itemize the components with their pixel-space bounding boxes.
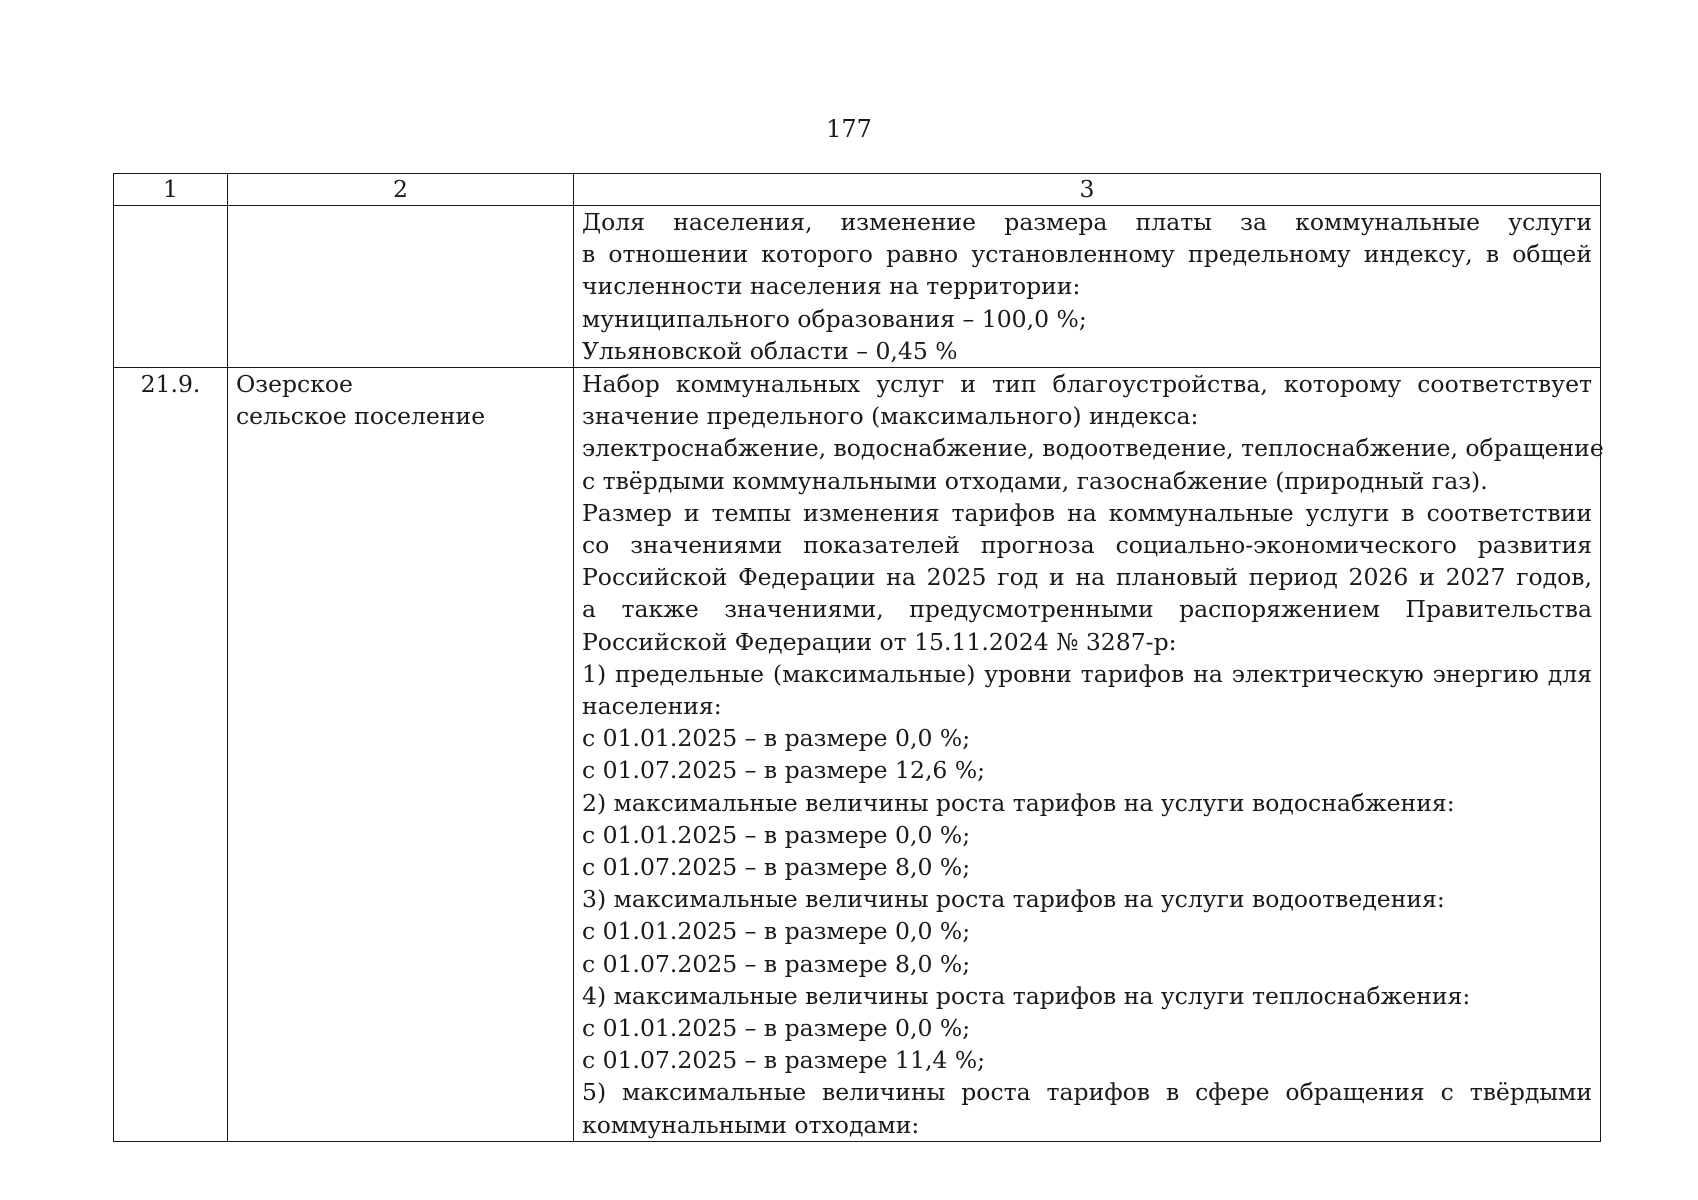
description-line: Российской Федерации от 15.11.2024 № 3287-р:	[582, 627, 1177, 656]
table-row	[114, 368, 1601, 1142]
description-line: со значениями показателей прогноза социально-экономического развития	[582, 531, 1592, 560]
description-line: Набор коммунальных услуг и тип благоустройства, которому соответствует	[582, 370, 1592, 399]
page-number: 177	[826, 115, 872, 143]
header-col-2: 2	[228, 174, 574, 206]
description-line: численности населения на территории:	[582, 272, 1081, 301]
description-line: электроснабжение, водоснабжение, водоотведение, теплоснабжение, обращение	[582, 434, 1604, 463]
description-line: с 01.07.2025 – в размере 8,0 %;	[582, 853, 971, 882]
row-number-cell	[114, 206, 228, 368]
description-line: 1) предельные (максимальные) уровни тарифов на электрическую энергию для	[582, 659, 1592, 688]
description-line: с 01.01.2025 – в размере 0,0 %;	[582, 724, 971, 753]
description-line: 3) максимальные величины роста тарифов на услуги водоотведения:	[582, 885, 1445, 914]
settlement-name-line: Озерское	[236, 370, 353, 399]
tariff-table	[113, 173, 1604, 1142]
description-line: коммунальными отходами:	[582, 1110, 920, 1139]
header-col-1: 1	[114, 174, 228, 206]
description-line: с 01.07.2025 – в размере 11,4 %;	[582, 1046, 986, 1075]
description-line: Доля населения, изменение размера платы за коммунальные услуги	[582, 208, 1592, 236]
description-line: с 01.01.2025 – в размере 0,0 %;	[582, 820, 971, 849]
description-cell	[574, 368, 1604, 1142]
table-row	[114, 206, 1601, 368]
description-line: 5) максимальные величины роста тарифов в сфере обращения с твёрдыми	[582, 1078, 1592, 1107]
description-line: с 01.07.2025 – в размере 12,6 %;	[582, 756, 986, 785]
row-number: 21.9.	[140, 370, 201, 399]
description-line: с 01.01.2025 – в размере 0,0 %;	[582, 1014, 971, 1043]
table-header-row	[114, 174, 1601, 206]
description-line: с твёрдыми коммунальными отходами, газоснабжение (природный газ).	[582, 466, 1488, 495]
description-line: 2) максимальные величины роста тарифов на услуги водоснабжения:	[582, 788, 1455, 817]
description-line: с 01.01.2025 – в размере 0,0 %;	[582, 917, 971, 946]
description-line: Размер и темпы изменения тарифов на коммунальные услуги в соответствии	[582, 498, 1592, 527]
description-line: муниципального образования – 100,0 %;	[582, 304, 1087, 333]
description-line: населения:	[582, 692, 722, 721]
table-body	[114, 206, 1604, 1142]
description-line: значение предельного (максимального) индекса:	[582, 402, 1199, 431]
settlement-name-line: сельское поселение	[236, 402, 486, 431]
description-line: 4) максимальные величины роста тарифов на услуги теплоснабжения:	[582, 981, 1471, 1010]
settlement-name-cell	[228, 368, 574, 1142]
description-line: а также значениями, предусмотренными распоряжением Правительства	[582, 595, 1592, 624]
header-col-3: 3	[574, 174, 1601, 206]
settlement-name-cell	[228, 206, 574, 368]
row-number-cell	[114, 368, 228, 1142]
description-line: Ульяновской области – 0,45 %	[582, 336, 958, 365]
description-line: с 01.07.2025 – в размере 8,0 %;	[582, 949, 971, 978]
description-cell	[574, 206, 1601, 368]
description-line: в отношении которого равно установленному предельному индексу, в общей	[582, 240, 1592, 269]
description-line: Российской Федерации на 2025 год и на плановый период 2026 и 2027 годов,	[582, 563, 1592, 592]
